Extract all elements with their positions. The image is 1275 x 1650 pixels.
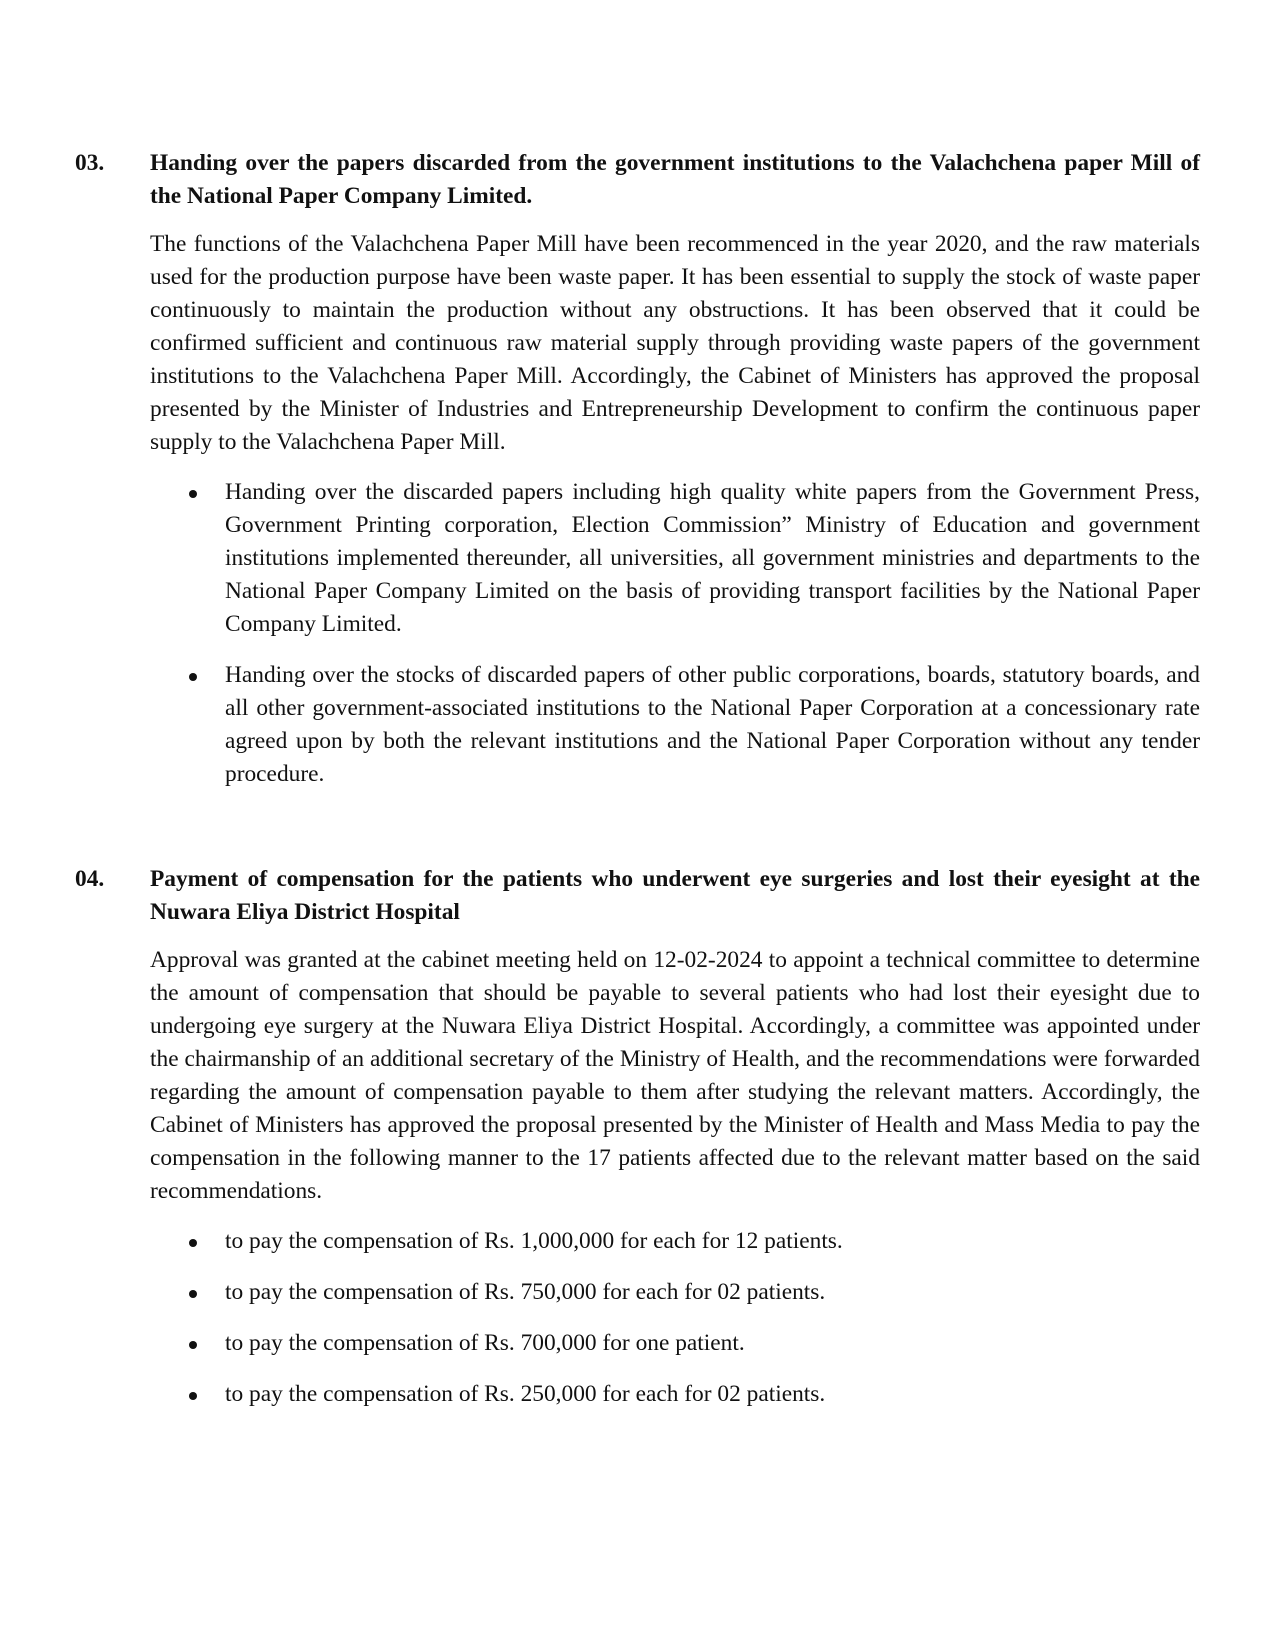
bullet-list <box>75 476 1200 791</box>
bullet-icon <box>189 1290 197 1298</box>
list-item <box>225 1225 1200 1258</box>
section-number: 03. <box>75 150 105 176</box>
section-03 <box>75 147 1200 809</box>
list-item-text: Handing over the discarded papers including high quality white papers from the Government Press, Government Printing corporation, Election Commission” Ministry of Education and government institutions implemented thereunder, all universities, all government ministries and departments to the National Paper Company Limited on the basis of providing transport facilities by the National Paper Company Limited. <box>225 479 1200 637</box>
list-item <box>225 1327 1200 1360</box>
section-body: The functions of the Valachchena Paper Mill have been recommenced in the year 2020, and the raw materials used for the production purpose have been waste paper. It has been essential to supply the stock of waste paper continuously to maintain the production without any obstructions. It has been observed that it could be confirmed sufficient and continuous raw material supply through providing waste papers of the government institutions to the Valachchena Paper Mill. Accordingly, the Cabinet of Ministers has approved the proposal presented by the Minister of Industries and Entrepreneurship Development to confirm the continuous paper supply to the Valachchena Paper Mill. <box>150 231 1200 455</box>
section-number: 04. <box>75 866 105 892</box>
list-item-text: to pay the compensation of Rs. 750,000 for each for 02 patients. <box>225 1279 826 1305</box>
bullet-icon <box>189 673 197 681</box>
bullet-icon <box>189 1392 197 1400</box>
bullet-icon <box>189 1239 197 1247</box>
bullet-icon <box>189 490 197 498</box>
list-item-text: to pay the compensation of Rs. 250,000 for each for 02 patients. <box>225 1381 826 1407</box>
section-04 <box>75 863 1200 1429</box>
list-item-text: to pay the compensation of Rs. 1,000,000 for each for 12 patients. <box>225 1228 843 1254</box>
list-item <box>225 1276 1200 1309</box>
list-item-text: Handing over the stocks of discarded papers of other public corporations, boards, statutory boards, and all other government-associated institutions to the National Paper Corporation at a concessionary rate agreed upon by both the relevant institutions and the National Paper Corporation without any tender procedure. <box>225 662 1200 787</box>
section-heading <box>75 863 1200 929</box>
bullet-list <box>75 1225 1200 1411</box>
list-item <box>225 659 1200 791</box>
list-item <box>225 1378 1200 1411</box>
section-heading <box>75 147 1200 213</box>
bullet-icon <box>189 1341 197 1349</box>
section-title: Handing over the papers discarded from the government institutions to the Valachchena paper Mill of the National Paper Company Limited. <box>150 150 1200 209</box>
list-item <box>225 476 1200 641</box>
section-body: Approval was granted at the cabinet meeting held on 12-02-2024 to appoint a technical committee to determine the amount of compensation that should be payable to several patients who had lost their eyesight due to undergoing eye surgery at the Nuwara Eliya District Hospital. Accordingly, a committee was appointed under the chairmanship of an additional secretary of the Ministry of Health, and the recommendations were forwarded regarding the amount of compensation payable to them after studying the relevant matters. Accordingly, the Cabinet of Ministers has approved the proposal presented by the Minister of Health and Mass Media to pay the compensation in the following manner to the 17 patients affected due to the relevant matter based on the said recommendations. <box>150 947 1200 1204</box>
section-title: Payment of compensation for the patients who underwent eye surgeries and lost their eyesight at the Nuwara Eliya District Hospital <box>150 866 1200 925</box>
list-item-text: to pay the compensation of Rs. 700,000 for one patient. <box>225 1330 745 1356</box>
